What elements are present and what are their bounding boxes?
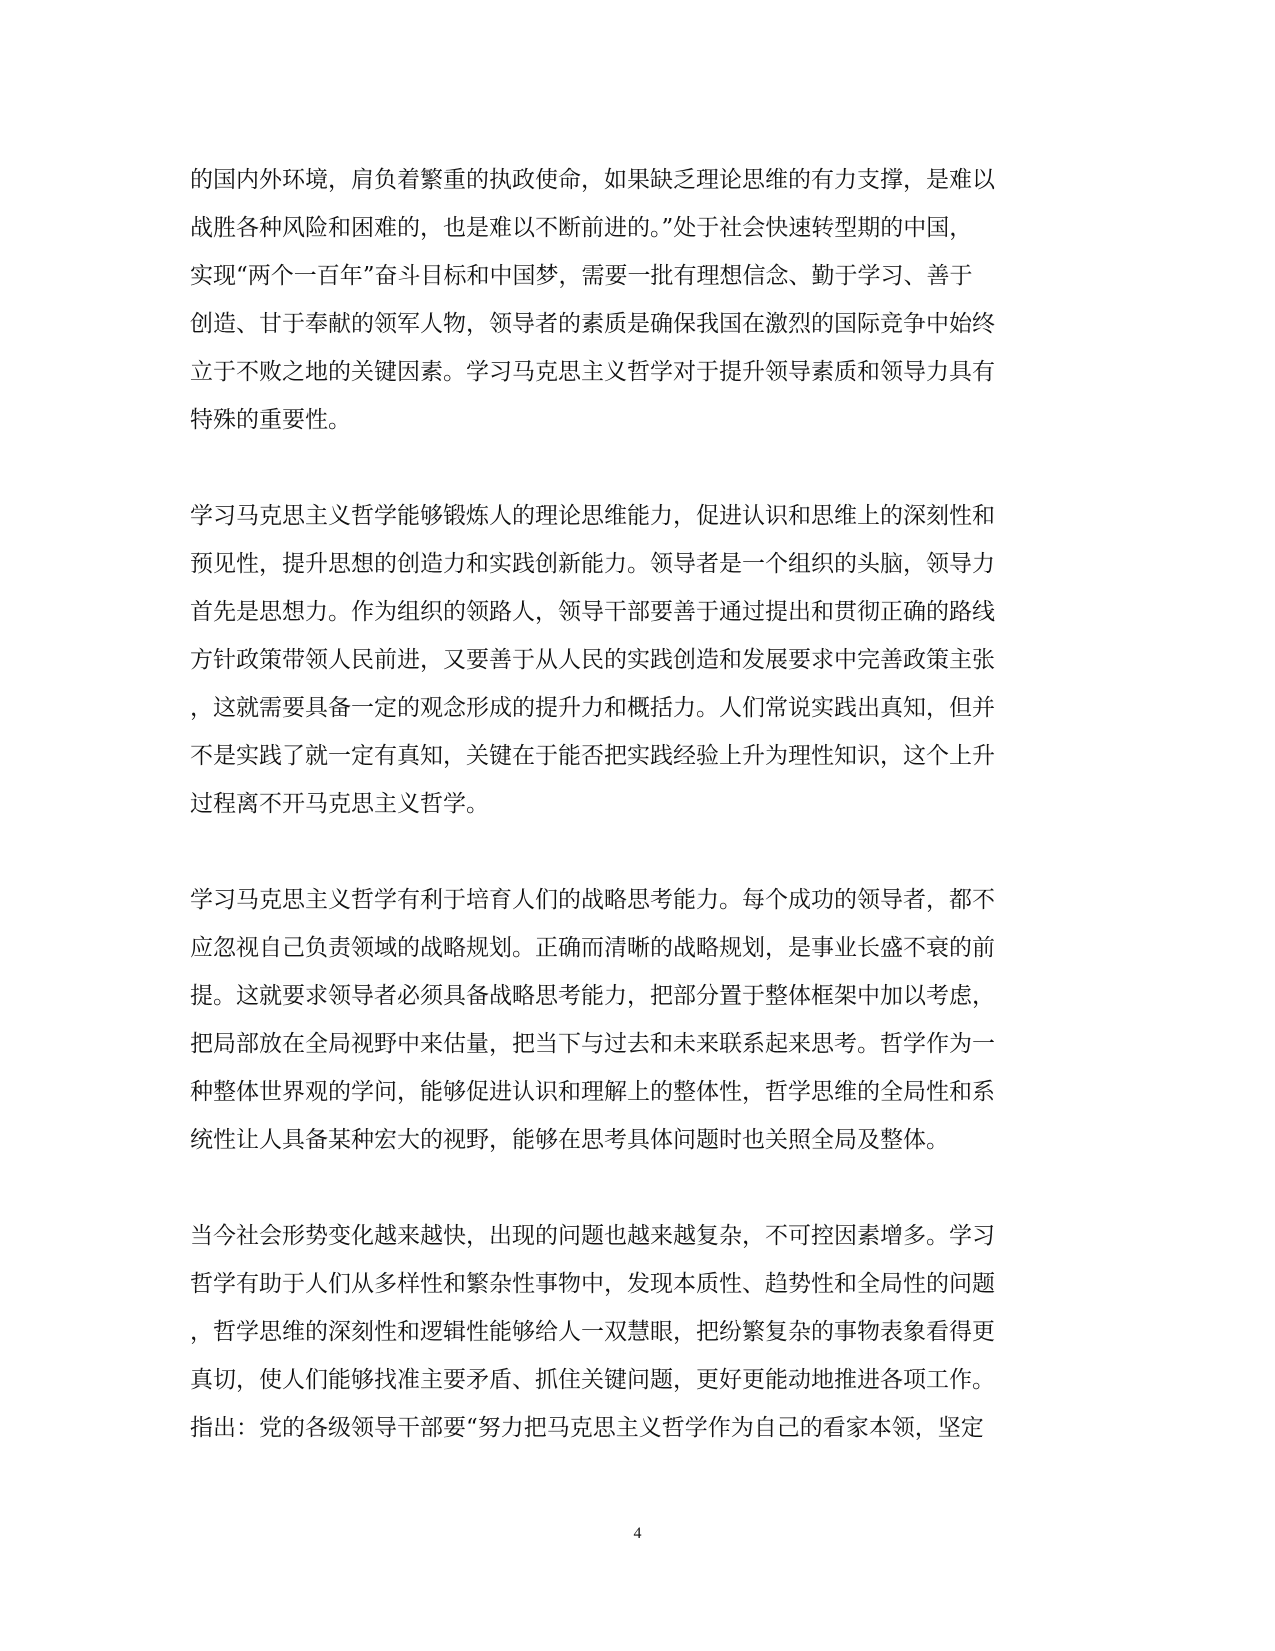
text-line: 不是实践了就一定有真知，关键在于能否把实践经验上升为理性知识，这个上升 [190, 743, 995, 769]
text-line: ，哲学思维的深刻性和逻辑性能够给人一双慧眼，把纷繁复杂的事物表象看得更 [190, 1319, 995, 1345]
text-line: 方针政策带领人民前进，又要善于从人民的实践创造和发展要求中完善政策主张 [190, 647, 995, 673]
text-line: 过程离不开马克思主义哲学。 [190, 791, 489, 817]
text-line: 指出：党的各级领导干部要“努力把马克思主义哲学作为自己的看家本领，坚定 [190, 1415, 984, 1441]
text-line: 学习马克思主义哲学能够锻炼人的理论思维能力，促进认识和思维上的深刻性和 [190, 503, 995, 529]
text-line: 实现“两个一百年”奋斗目标和中国梦，需要一批有理想信念、勤于学习、善于 [190, 263, 973, 289]
paragraph-1 [190, 156, 1070, 444]
text-line: 特殊的重要性。 [190, 407, 351, 433]
text-line: 创造、甘于奉献的领军人物，领导者的素质是确保我国在激烈的国际竞争中始终 [190, 311, 995, 337]
text-line: 立于不败之地的关键因素。学习马克思主义哲学对于提升领导素质和领导力具有 [190, 359, 995, 385]
text-line: 学习马克思主义哲学有利于培育人们的战略思考能力。每个成功的领导者，都不 [190, 887, 995, 913]
paragraph-2 [190, 492, 1070, 828]
page-number: 4 [633, 1525, 642, 1542]
text-line: 统性让人具备某种宏大的视野，能够在思考具体问题时也关照全局及整体。 [190, 1127, 949, 1153]
text-line: 战胜各种风险和困难的，也是难以不断前进的。”处于社会快速转型期的中国， [190, 215, 973, 241]
text-line: 把局部放在全局视野中来估量，把当下与过去和未来联系起来思考。哲学作为一 [190, 1031, 995, 1057]
text-line: 真切，使人们能够找准主要矛盾、抓住关键问题，更好更能动地推进各项工作。 [190, 1367, 995, 1393]
text-line: 的国内外环境，肩负着繁重的执政使命，如果缺乏理论思维的有力支撑，是难以 [190, 167, 995, 193]
text-line: 首先是思想力。作为组织的领路人，领导干部要善于通过提出和贯彻正确的路线 [190, 599, 995, 625]
text-line: ，这就需要具备一定的观念形成的提升力和概括力。人们常说实践出真知，但并 [190, 695, 995, 721]
text-line: 预见性，提升思想的创造力和实践创新能力。领导者是一个组织的头脑，领导力 [190, 551, 995, 577]
text-line: 应忽视自己负责领域的战略规划。正确而清晰的战略规划，是事业长盛不衰的前 [190, 935, 995, 961]
paragraph-3 [190, 876, 1070, 1164]
text-line: 哲学有助于人们从多样性和繁杂性事物中，发现本质性、趋势性和全局性的问题 [190, 1271, 995, 1297]
text-line: 种整体世界观的学问，能够促进认识和理解上的整体性，哲学思维的全局性和系 [190, 1079, 995, 1105]
text-line: 当今社会形势变化越来越快，出现的问题也越来越复杂，不可控因素增多。学习 [190, 1223, 995, 1249]
document-body [190, 156, 1070, 1452]
text-line: 提。这就要求领导者必须具备战略思考能力，把部分置于整体框架中加以考虑， [190, 983, 995, 1009]
paragraph-4 [190, 1212, 1070, 1452]
